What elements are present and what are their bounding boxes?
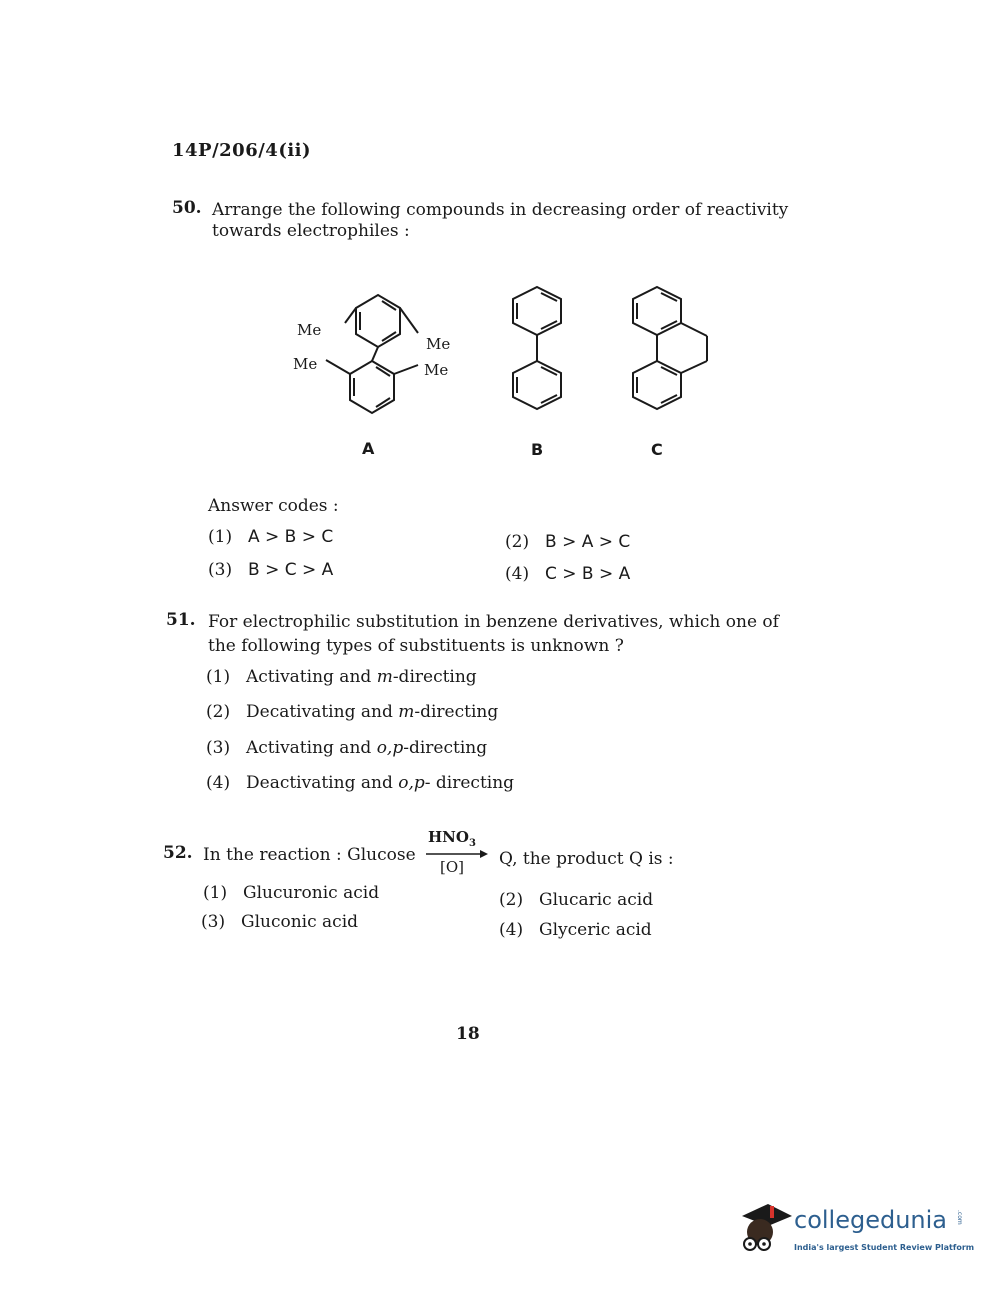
q50-answer-codes-label: Answer codes : [208, 496, 339, 516]
logo-tagline: India's largest Student Review Platform [794, 1243, 975, 1252]
option-number: (2) [499, 890, 524, 910]
graduate-mascot-icon [736, 1196, 792, 1256]
logo-brand-text: collegedunia [794, 1206, 948, 1234]
q52-option-4[interactable] [499, 920, 652, 940]
option-text-italic: o,p [376, 738, 404, 758]
q50-option-4[interactable] [505, 564, 630, 584]
option-text-a: Activating and [246, 667, 377, 687]
option-text: Gluconic acid [241, 912, 359, 932]
option-text-b: - directing [424, 773, 515, 793]
q52-option-3[interactable] [201, 912, 358, 932]
q50-structures [0, 0, 993, 470]
compound-b-structure [513, 287, 561, 409]
paper-code: 14P/206/4(ii) [172, 140, 312, 161]
q51-option-2[interactable] [206, 702, 498, 722]
option-number: (2) [505, 532, 530, 552]
option-text: B > A > C [545, 532, 631, 552]
option-number: (2) [206, 702, 231, 722]
reaction-reagent-top [428, 828, 476, 849]
compound-a-me-4: Me [424, 361, 449, 379]
q51-option-1[interactable] [206, 667, 477, 687]
q50-number: 50. [172, 198, 202, 218]
option-text: Glucaric acid [539, 890, 654, 910]
option-number: (4) [206, 773, 231, 793]
option-text: Glucuronic acid [243, 883, 380, 903]
option-text-a: Decativating and [246, 702, 399, 722]
compound-a-me-1: Me [297, 321, 322, 339]
option-text-italic: m [376, 667, 393, 687]
compound-b-label: B [531, 440, 544, 459]
collegedunia-logo[interactable] [736, 1196, 975, 1260]
reaction-reagent-bottom: [O] [440, 858, 465, 876]
option-text-italic: o,p [398, 773, 425, 793]
option-text: B > C > A [248, 560, 334, 580]
compound-a-me-2: Me [293, 355, 318, 373]
compound-a-label: A [362, 439, 375, 458]
reagent-hno: HNO [428, 828, 469, 846]
option-text: A > B > C [248, 527, 334, 547]
option-text-b: -directing [403, 738, 488, 758]
compound-c-structure [633, 287, 707, 409]
option-number: (1) [206, 667, 231, 687]
compound-a-me-3: Me [426, 335, 451, 353]
q50-text-line2: towards electrophiles : [212, 221, 410, 241]
q51-option-3[interactable] [206, 738, 487, 758]
q51-text-line2: the following types of substituents is unknown ? [208, 636, 624, 656]
option-number: (3) [206, 738, 231, 758]
q51-text-line1: For electrophilic substitution in benzene derivatives, which one of [208, 612, 779, 632]
reagent-subscript: 3 [468, 838, 476, 849]
option-text-italic: m [398, 702, 415, 722]
option-number: (4) [499, 920, 524, 940]
option-text-a: Activating and [246, 738, 377, 758]
option-text-a: Deactivating and [246, 773, 399, 793]
q52-text-post: Q, the product Q is : [499, 849, 674, 869]
q52-option-2[interactable] [499, 890, 653, 910]
option-number: (3) [201, 912, 226, 932]
option-text: C > B > A [545, 564, 631, 584]
option-number: (3) [208, 560, 233, 580]
option-text: Glyceric acid [539, 920, 652, 940]
q51-option-4[interactable] [206, 773, 514, 793]
option-text-b: -directing [392, 667, 477, 687]
compound-a-structure [326, 295, 418, 413]
compound-c-label: C [651, 440, 663, 459]
option-number: (1) [208, 527, 233, 547]
q50-option-1[interactable] [208, 527, 333, 547]
option-number: (4) [505, 564, 530, 584]
logo-suffix: .com [956, 1210, 963, 1225]
q51-number: 51. [166, 610, 196, 630]
q52-option-1[interactable] [203, 883, 379, 903]
option-number: (1) [203, 883, 228, 903]
q50-option-3[interactable] [208, 560, 333, 580]
option-text-b: -directing [414, 702, 499, 722]
q50-text-line1: Arrange the following compounds in decreasing order of reactivity [212, 200, 789, 220]
q52-text-pre: In the reaction : Glucose [203, 845, 416, 865]
page-number: 18 [456, 1024, 480, 1044]
q50-option-2[interactable] [505, 532, 630, 552]
q52-number: 52. [163, 843, 193, 863]
